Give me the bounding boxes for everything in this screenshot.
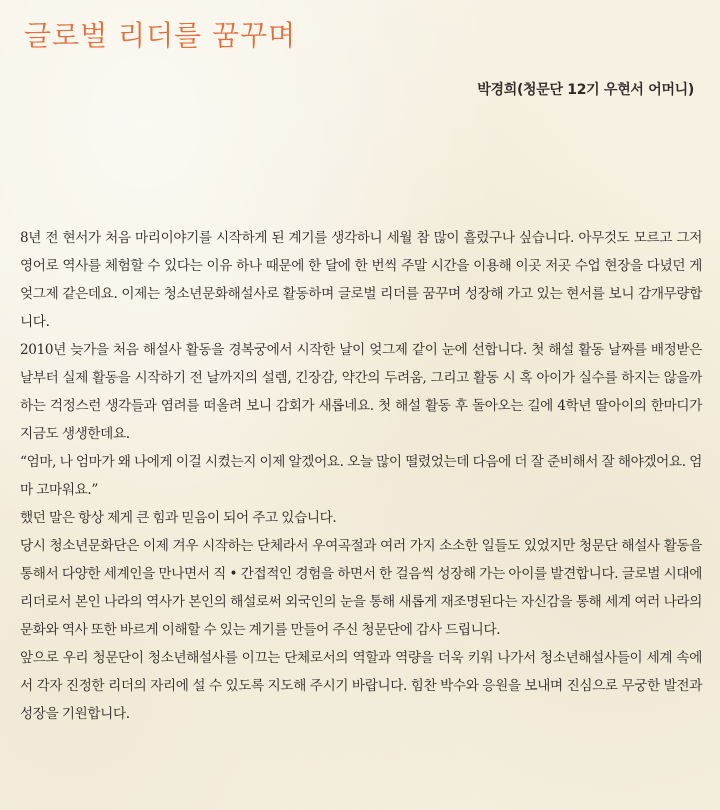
paragraph-1: 8년 전 현서가 처음 마리이야기를 시작하게 된 계기를 생각하니 세월 참 많이 흘렀구나 싶습니다. 아무것도 모르고 그저 영어로 역사를 체험할 수 있다는 이유 하나 때문에 한 달에 한 번씩 주말 시간을 이용해 이곳 저곳 수업 현장을 다녔던 게 엊그제 같은데요. 이제는 청소년문화해설사로 활동하며 글로벌 리더를 꿈꾸며 성장해 가고 있는 현서를 보니 감개무량합니다. (20, 230, 702, 330)
paragraph-5: 당시 청소년문화단은 이제 겨우 시작하는 단체라서 우여곡절과 여러 가지 소소한 일들도 있었지만 청문단 해설사 활동을 통해서 다양한 세계인을 만나면서 직 • 간접적인 경험을 하면서 한 걸음씩 성장해 가는 아이를 발견합니다. 글로벌 시대에 리더로서 본인 나라의 역사가 본인의 해설로써 외국인의 눈을 통해 새롭게 재조명된다는 자신감을 통해 세계 여러 나라의 문화와 역사 또한 바르게 이해할 수 있는 계기를 만들어 주신 청문단에 감사 드립니다. (20, 538, 702, 638)
paragraph-6: 앞으로 우리 청문단이 청소년해설사를 이끄는 단체로서의 역할과 역량을 더욱 키워 나가서 청소년해설사들이 세계 속에서 각자 진정한 리더의 자리에 설 수 있도록 지도해 주시기 바랍니다. 힘찬 박수와 응원을 보내며 진심으로 무궁한 발전과 성장을 기원합니다. (20, 650, 702, 722)
paragraph-4: 했던 말은 항상 제게 큰 힘과 믿음이 되어 주고 있습니다. (20, 510, 337, 526)
author-byline: 박경희(청문단 12기 우현서 어머니) (477, 82, 694, 98)
paragraph-3-quote: “엄마, 나 엄마가 왜 나에게 이걸 시켰는지 이제 알겠어요. 오늘 많이 떨렸었는데 다음에 더 잘 준비해서 잘 해야겠어요. 엄마 고마워요.” (20, 454, 702, 498)
page-title: 글로벌 리더를 꿈꾸며 (24, 19, 297, 52)
paragraph-2: 2010년 늦가을 처음 해설사 활동을 경복궁에서 시작한 날이 엊그제 같이 눈에 선합니다. 첫 해설 활동 날짜를 배정받은 날부터 실제 활동을 시작하기 전 날까지의 설렘, 긴장감, 약간의 두려움, 그리고 활동 시 혹 아이가 실수를 하지는 않을까 하는 걱정스런 생각들과 염려를 떠올려 보니 감회가 새롭네요. 첫 해설 활동 후 돌아오는 길에 4학년 딸아이의 한마디가 지금도 생생한데요. (20, 342, 702, 442)
letter-body (20, 224, 702, 728)
